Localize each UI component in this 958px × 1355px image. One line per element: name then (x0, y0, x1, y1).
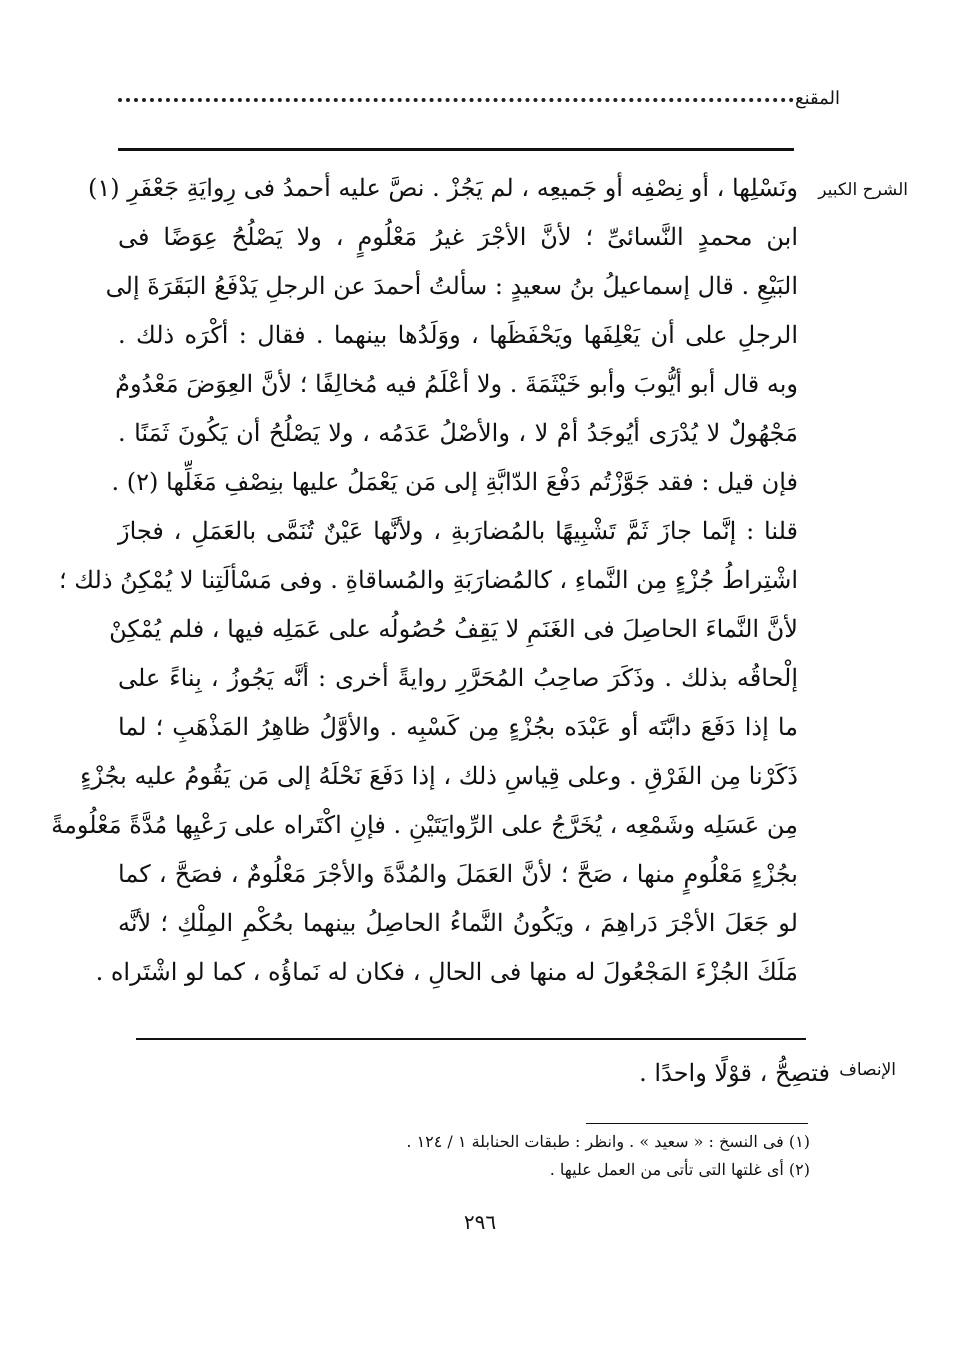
text-line: قلنا : إنَّما جازَ ثَمَّ تَشْبِيهًا بالمُضارَبةِ ، ولأنَّها عَيْنٌ تُنَمَّى بالعَمَلِ ، فجازَ (118, 517, 798, 545)
text-line: الرجلِ على أن يَعْلِفَها ويَحْفَظَها ، ووَلَدُها بينهما . فقال : أكْرَه ذلك . (118, 321, 798, 349)
footnote-1: (١) فى النسخ : « سعيد » . وانظر : طبقات الحنابلة ١ / ١٢٤ . (406, 1132, 810, 1151)
text-line: مِن عَسَلِه وشَمْعِه ، يُخَرَّجُ على الرِّوايَتَيْنِ . فإنِ اكْتَراه على رَعْيِها مُدَّةً مَعْلُومةً (51, 811, 798, 839)
side-label-sharh: الشرح الكبير (818, 180, 908, 200)
text-line: بجُزْءٍ مَعْلُومٍ منها ، صَحَّ ؛ لأنَّ العَمَلَ والمُدَّةَ والأجْرَ مَعْلُومٌ ، فصَحَّ ، كما (118, 860, 798, 888)
header-rule (118, 148, 794, 151)
insaf-text: فتصِحُّ ، قوْلًا واحدًا . (639, 1059, 830, 1087)
side-label-insaf: الإنصاف (839, 1060, 896, 1080)
footnotes (406, 1128, 810, 1184)
text-line: ذَكَرْنا مِن الفَرْقِ . وعلى قِياسِ ذلك ، إذا دَفَعَ نَحْلَهُ إلى مَن يَقُومُ عليه بجُزْءٍ (80, 762, 798, 790)
main-text-block (51, 164, 798, 997)
running-header-title: المقنع (794, 88, 840, 109)
header-dotted-line (118, 98, 794, 102)
footnote-2: (٢) أى غلتها التى تأتى من العمل عليها . (549, 1160, 810, 1179)
text-line: إلْحاقُه بذلك . وذَكَرَ صاحِبُ المُحَرَّرِ روايةً أخرى : أنَّه يَجُوزُ ، بِناءً على (118, 664, 798, 692)
page-number: ٢٩٦ (463, 1210, 497, 1234)
text-line: البَيْعِ . قال إسماعيلُ بنُ سعيدٍ : سألتُ أحمدَ عن الرجلِ يَدْفَعُ البَقَرَةَ إلى (105, 272, 798, 300)
text-line: لأنَّ النَّماءَ الحاصِلَ فى الغَنَمِ لا يَقِفُ حُصُولُه على عَمَلِه فيها ، فلم يُمْكِنْ (109, 615, 798, 643)
text-line: ما إذا دَفَعَ دابَّتَه أو عَبْدَه بجُزْءٍ مِن كَسْبِه . والأوَّلُ ظاهِرُ المَذْهَبِ ؛ لما (118, 713, 798, 741)
text-line: ونَسْلِها ، أو نِصْفِه أو جَميعِه ، لم يَجُزْ . نصَّ عليه أحمدُ فى رِوايَةِ جَعْفَرِ (١) (87, 174, 798, 202)
text-line: مَلَكَ الجُزْءَ المَجْعُولَ له منها فى الحالِ ، فكان له نَماؤُه ، كما لو اشْتَراه . (95, 958, 798, 986)
text-line: لو جَعَلَ الأجْرَ دَراهِمَ ، ويَكُونُ النَّماءُ الحاصِلُ بينهما بحُكْمِ المِلْكِ ؛ لأنَّه (118, 909, 798, 937)
section-divider (136, 1038, 806, 1040)
footnote-rule (586, 1123, 808, 1124)
text-line: وبه قال أبو أيُّوبَ وأبو خَيْثَمَةَ . ولا أعْلَمُ فيه مُخالِفًا ؛ لأنَّ العِوَضَ مَعْدُومٌ (115, 370, 798, 398)
text-line: اشْتِراطُ جُزْءٍ مِن النَّماءِ ، كالمُضارَبَةِ والمُساقاةِ . وفى مَسْألَتِنا لا يُمْكِنُ ذلك ؛ (59, 566, 798, 594)
text-line: مَجْهُولٌ لا يُدْرَى أيُوجَدُ أمْ لا ، والأصْلُ عَدَمُه ، ولا يَصْلُحُ أن يَكُونَ ثَمَنًا . (118, 419, 798, 447)
text-line: فإن قيل : فقد جَوَّزْتُم دَفْعَ الدّابَّةِ إلى مَن يَعْمَلُ عليها بنِصْفِ مَغَلِّها (٢) . (111, 468, 798, 496)
text-line: ابن محمدٍ النَّسائىِّ ؛ لأنَّ الأجْرَ غيرُ مَعْلُومٍ ، ولا يَصْلُحُ عِوَضًا فى (118, 223, 798, 251)
